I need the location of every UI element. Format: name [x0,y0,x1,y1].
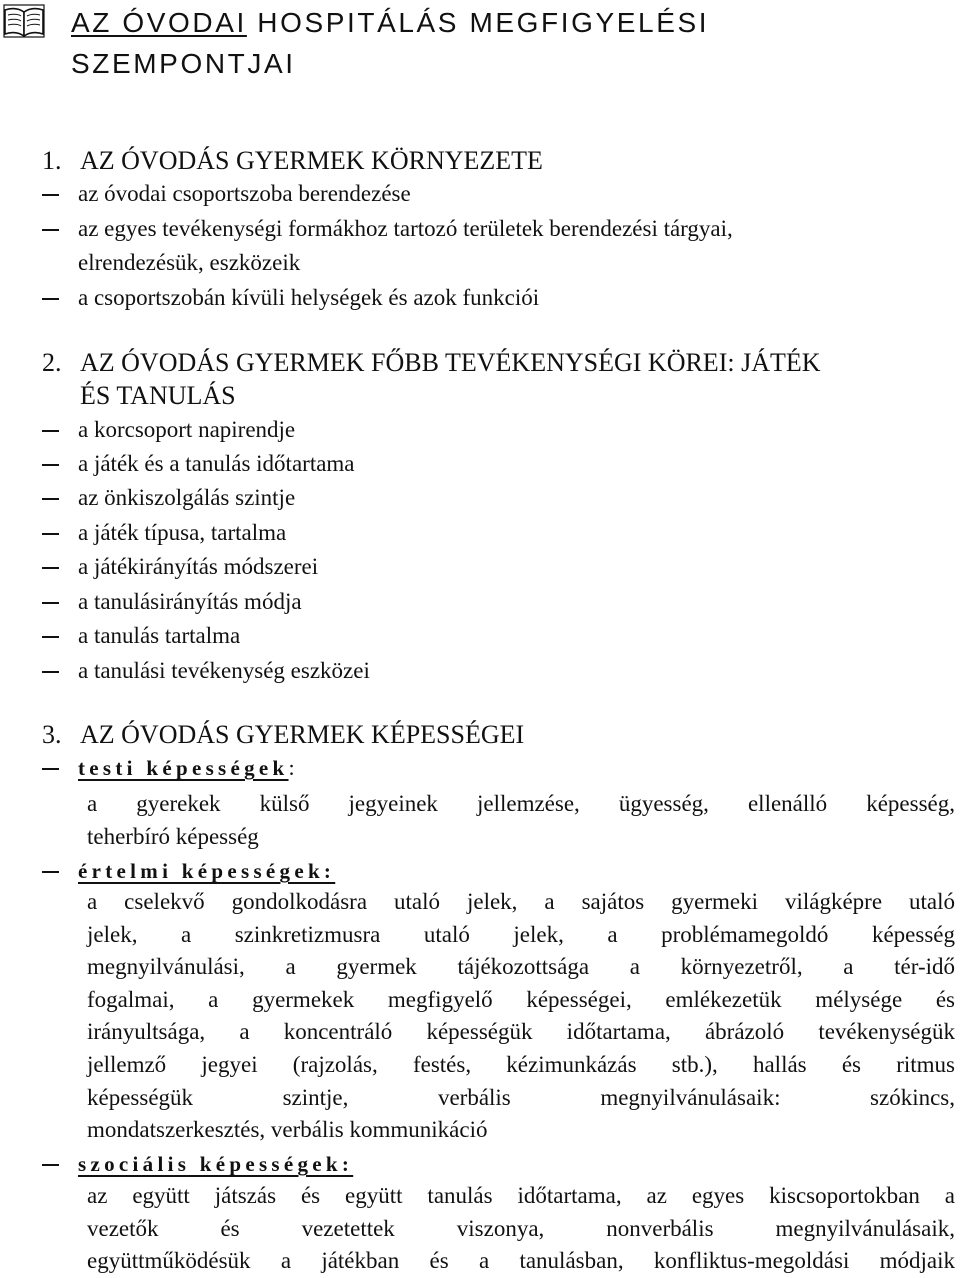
dash-bullet [42,1164,59,1166]
subsection-paragraph [87,886,955,1147]
list-item-text: a tanulásirányítás módja [78,589,302,614]
subsection-colon: : [288,755,295,780]
subsection-label: testi képességek [78,756,289,780]
dash-bullet [42,636,59,638]
dash-bullet [42,871,59,873]
section-number: 3. [42,720,62,749]
dash-bullet [42,194,59,196]
dash-bullet [42,229,59,231]
paragraph-line: együttműködésük a játékban és a tanulásban, konfliktus-megoldási módjaik [87,1248,955,1274]
list-item-text: a csoportszobán kívüli helységek és azok funkciói [78,285,540,310]
paragraph-line: az együtt játszás és együtt tanulás időtartama, az egyes kiscsoportokban a [87,1183,955,1208]
list-item-text-continued: elrendezésük, eszközeik [78,250,301,275]
subsection-paragraph [87,1180,955,1278]
list-item-text: az óvodai csoportszoba berendezése [78,181,411,206]
paragraph-line: vezetők és vezetettek viszonya, nonverbális megnyilvánulásaik, [87,1215,955,1241]
paragraph-line: irányultsága, a koncentráló képességük időtartama, ábrázoló tevékenységük [87,1019,955,1045]
list-item-text: a játék és a tanulás időtartama [78,451,355,476]
list-item-text: a játékirányítás módszerei [78,554,319,579]
paragraph-line: teherbíró képesség [87,823,259,849]
document-title [71,2,931,84]
paragraph-line: jellemző jegyei (rajzolás, festés, kézimunkázás stb.), hallás és ritmus [87,1051,955,1077]
dash-bullet [42,498,59,500]
paragraph-line: mondatszerkesztés, verbális kommunikáció [87,1117,488,1143]
section-title: AZ ÓVODÁS GYERMEK FŐBB TEVÉKENYSÉGI KÖREI: JÁTÉK [80,348,821,377]
subsection-label: szociális képességek: [78,1152,354,1176]
section-1-heading [42,144,932,177]
list-item-text: a tanulási tevékenység eszközei [78,658,370,683]
list-item-text: az önkiszolgálás szintje [78,485,296,510]
dash-bullet [42,430,59,432]
dash-bullet [42,298,59,300]
list-item-text: a korcsoport napirendje [78,417,296,442]
list-item-text: az egyes tevékenységi formákhoz tartozó területek berendezési tárgyai, [78,216,733,241]
paragraph-line: jelek, a szinkretizmusra utaló jelek, a problémamegoldó képesség [87,921,955,947]
dash-bullet [42,464,59,466]
dash-bullet [42,602,59,604]
list-item-text: a tanulás tartalma [78,623,241,648]
book-icon [3,4,45,38]
dash-bullet [42,567,59,569]
subsection-paragraph [87,788,955,853]
dash-bullet [42,533,59,535]
section-2-heading [42,346,932,412]
section-title: AZ ÓVODÁS GYERMEK KÖRNYEZETE [80,146,543,175]
subsection-label: értelmi képességek: [78,859,336,883]
title-rest: HOSPITÁLÁS MEGFIGYELÉSI [246,7,710,38]
title-underlined-part: AZ ÓVODAI [71,7,247,38]
section-3-heading [42,718,932,751]
section-number: 2. [42,348,62,377]
dash-bullet [42,768,59,770]
paragraph-line: fogalmai, a gyermekek megfigyelő képességei, emlékezetük mélysége és [87,986,955,1012]
dash-bullet [42,671,59,673]
list-item-text: a játék típusa, tartalma [78,520,287,545]
paragraph-line: a gyerekek külső jegyeinek jellemzése, ügyesség, ellenálló képesség, [87,791,955,816]
section-title: AZ ÓVODÁS GYERMEK KÉPESSÉGEI [80,720,525,749]
paragraph-line: képességük szintje, verbális megnyilvánulásaik: szókincs, [87,1084,955,1110]
paragraph-line: a cselekvő gondolkodásra utaló jelek, a sajátos gyermeki világképre utaló [87,889,955,914]
paragraph-line: megnyilvánulási, a gyermek tájékozottsága a környezetről, a tér-idő [87,954,955,980]
section-number: 1. [42,146,62,175]
title-line-2: SZEMPONTJAI [71,48,296,79]
section-title-continued: ÉS TANULÁS [80,381,236,410]
